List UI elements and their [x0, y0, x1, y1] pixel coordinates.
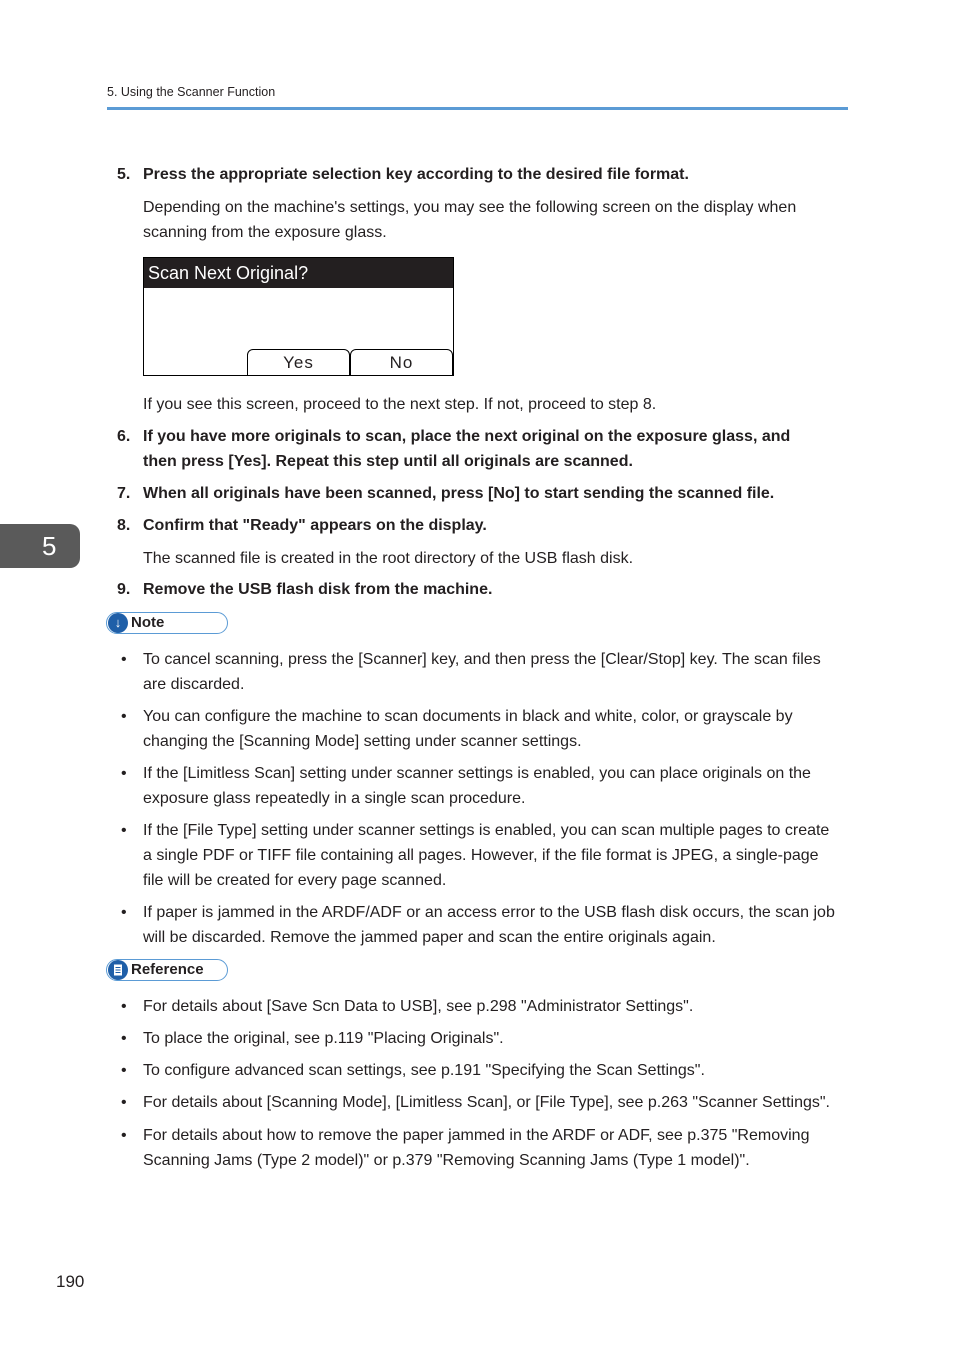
- step-8: [117, 513, 827, 538]
- reference-item: • For details about how to remove the paper jammed in the ARDF or ADF, see p.375 "Removing Scanning Jams (Type 2 model)" or p.379 "Removing Scanning Jams (Type 1 model)".: [121, 1123, 841, 1173]
- step-text: When all originals have been scanned, press [No] to start sending the scanned file.: [143, 485, 775, 502]
- chapter-tab: 5: [0, 524, 80, 568]
- reference-badge: [106, 959, 228, 981]
- step-text: Remove the USB flash disk from the machine.: [143, 581, 493, 598]
- step-text: Press the appropriate selection key according to the desired file format.: [143, 166, 689, 183]
- step-text: If you have more originals to scan, place the next original on the exposure glass, and then press [Yes]. Repeat this step until all originals are scanned.: [143, 428, 791, 470]
- note-item: • If the [Limitless Scan] setting under scanner settings is enabled, you can place originals on the exposure glass repeatedly in a single scan procedure.: [121, 761, 841, 811]
- step-9: [117, 577, 827, 602]
- no-button[interactable]: No: [350, 349, 453, 376]
- step-6: [117, 424, 827, 474]
- header-rule: [107, 107, 848, 110]
- step-number: 5.: [117, 166, 131, 183]
- bullet-icon: •: [121, 1062, 127, 1079]
- step-8-detail: The scanned file is created in the root directory of the USB flash disk.: [143, 550, 634, 567]
- reference-item: • To configure advanced scan settings, see p.191 "Specifying the Scan Settings".: [121, 1058, 841, 1083]
- bullet-icon: •: [121, 708, 127, 725]
- step-number: 7.: [117, 485, 131, 502]
- page-number: 190: [56, 1272, 85, 1291]
- step-5-detail: Depending on the machine's settings, you may see the following screen on the display when scanning from the exposure glass.: [143, 199, 797, 241]
- note-item: • If the [File Type] setting under scanner settings is enabled, you can scan multiple pages to create a single PDF or TIFF file containing all pages. However, if the file format is JPEG, a single-page file will be created for every page scanned.: [121, 818, 841, 893]
- bullet-icon: •: [121, 1094, 127, 1111]
- step-number: 8.: [117, 517, 131, 534]
- display-title: Scan Next Original?: [144, 258, 453, 288]
- step-number: 9.: [117, 581, 131, 598]
- step-5: [117, 162, 827, 187]
- down-arrow-icon: ↓: [108, 613, 128, 633]
- reference-item: • For details about [Save Scn Data to USB], see p.298 "Administrator Settings".: [121, 994, 841, 1019]
- note-item: • If paper is jammed in the ARDF/ADF or an access error to the USB flash disk occurs, the scan job will be discarded. Remove the jammed paper and scan the entire originals again.: [121, 900, 841, 950]
- yes-button[interactable]: Yes: [247, 349, 350, 376]
- note-item: • To cancel scanning, press the [Scanner] key, and then press the [Clear/Stop] key. The scan files are discarded.: [121, 647, 841, 697]
- bullet-icon: •: [121, 998, 127, 1015]
- note-badge: [106, 612, 228, 634]
- reference-item: • For details about [Scanning Mode], [Limitless Scan], or [File Type], see p.263 "Scanner Settings".: [121, 1090, 841, 1115]
- bullet-icon: •: [121, 651, 127, 668]
- display-screen: [143, 257, 454, 376]
- step-5-after: If you see this screen, proceed to the next step. If not, proceed to step 8.: [143, 396, 657, 413]
- note-label: Note: [131, 614, 165, 631]
- step-7: [117, 481, 827, 506]
- step-text: Confirm that "Ready" appears on the display.: [143, 517, 487, 534]
- bullet-icon: •: [121, 822, 127, 839]
- document-icon: [108, 960, 128, 980]
- bullet-icon: •: [121, 765, 127, 782]
- bullet-icon: •: [121, 1030, 127, 1047]
- note-item: • You can configure the machine to scan documents in black and white, color, or grayscale by changing the [Scanning Mode] setting under scanner settings.: [121, 704, 841, 754]
- bullet-icon: •: [121, 1127, 127, 1144]
- reference-item: • To place the original, see p.119 "Placing Originals".: [121, 1026, 841, 1051]
- bullet-icon: •: [121, 904, 127, 921]
- running-header: 5. Using the Scanner Function: [107, 85, 276, 99]
- step-number: 6.: [117, 428, 131, 445]
- reference-label: Reference: [131, 961, 204, 978]
